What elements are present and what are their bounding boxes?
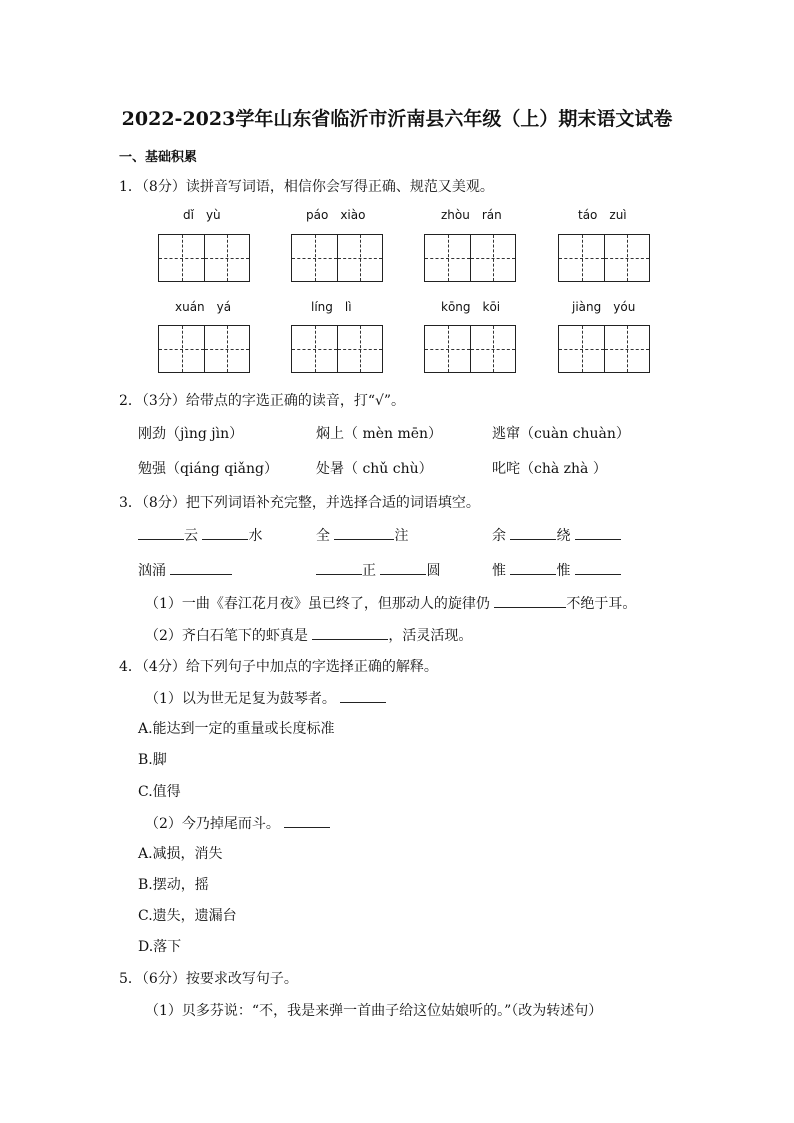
- writing-grid[interactable]: [291, 325, 383, 373]
- idiom-fill: [492, 525, 621, 545]
- idiom-char: 圆: [426, 563, 441, 579]
- sentence-text: 不绝于耳。: [566, 596, 637, 612]
- pronunciation-item[interactable]: 处暑（ chǔ chù）: [316, 461, 433, 477]
- writing-grid[interactable]: [558, 234, 650, 282]
- idiom-char: 云: [184, 528, 198, 544]
- choice-option[interactable]: C.值得: [138, 784, 181, 800]
- answer-blank[interactable]: [284, 813, 330, 828]
- pronunciation-item[interactable]: 叱咤（chà zhà ）: [492, 461, 607, 477]
- idiom-char: 汹涌: [138, 563, 166, 579]
- sub-question-text: （1）以为世无足复为鼓琴者。: [145, 691, 336, 707]
- question-2-stem: 2．（3分）给带点的字选正确的读音，打“√”。: [119, 393, 406, 409]
- choice-option[interactable]: B.脚: [138, 752, 167, 768]
- section-heading: 一、基础积累: [119, 150, 198, 165]
- writing-grid[interactable]: [158, 325, 250, 373]
- sentence-text: （1）一曲《春江花月夜》虽已终了，但那动人的旋律仍: [145, 596, 490, 612]
- pinyin-label: dǐ yù: [183, 208, 221, 222]
- pinyin-label: xuán yá: [175, 300, 232, 314]
- answer-blank[interactable]: [138, 525, 184, 540]
- idiom-char: 正: [362, 563, 376, 579]
- answer-blank[interactable]: [316, 560, 362, 575]
- idiom-char: 注: [394, 528, 409, 544]
- sub-question: [145, 688, 386, 708]
- page-title: 2022-2023学年山东省临沂市沂南县六年级（上）期末语文试卷: [121, 108, 673, 130]
- answer-blank[interactable]: [380, 560, 426, 575]
- pinyin-label: táo zuì: [578, 208, 627, 222]
- pinyin-label: líng lì: [311, 300, 352, 314]
- pronunciation-item[interactable]: 勉强（qiáng qiǎng）: [138, 461, 278, 477]
- idiom-fill: [138, 560, 232, 580]
- answer-blank[interactable]: [312, 625, 388, 640]
- question-3-stem: 3．（8分）把下列词语补充完整，并选择合适的词语填空。: [119, 495, 480, 511]
- answer-blank[interactable]: [510, 525, 556, 540]
- idiom-fill: [316, 560, 440, 580]
- idiom-char: 绕: [556, 528, 571, 544]
- question-5-stem: 5．（6分）按要求改写句子。: [119, 971, 298, 987]
- idiom-fill: [316, 525, 408, 545]
- pinyin-label: kōng kōi: [441, 300, 501, 314]
- writing-grid[interactable]: [158, 234, 250, 282]
- writing-grid[interactable]: [291, 234, 383, 282]
- writing-grid[interactable]: [424, 234, 516, 282]
- choice-option[interactable]: B.摆动，摇: [138, 877, 209, 893]
- answer-blank[interactable]: [340, 688, 386, 703]
- choice-option[interactable]: C.遗失，遗漏台: [138, 908, 237, 924]
- fill-sentence-2: [145, 625, 472, 645]
- question-1-stem: 1．（8分）读拼音写词语，相信你会写得正确、规范又美观。: [119, 179, 494, 195]
- idiom-fill: [492, 560, 621, 580]
- idiom-char: 全: [316, 528, 330, 544]
- answer-blank[interactable]: [170, 560, 232, 575]
- choice-option[interactable]: D.落下: [138, 939, 182, 955]
- answer-blank[interactable]: [575, 525, 621, 540]
- pronunciation-item[interactable]: 刚劲（jìng jìn）: [138, 426, 244, 442]
- answer-blank[interactable]: [334, 525, 394, 540]
- idiom-char: 惟: [492, 563, 506, 579]
- pinyin-label: zhòu rán: [441, 208, 502, 222]
- writing-grid[interactable]: [424, 325, 516, 373]
- idiom-char: 惟: [556, 563, 571, 579]
- question-4-stem: 4．（4分）给下列句子中加点的字选择正确的解释。: [119, 659, 438, 675]
- pinyin-label: páo xiào: [306, 208, 366, 222]
- pronunciation-item[interactable]: 焖上（ mèn mēn）: [316, 426, 443, 442]
- fill-sentence-1: [145, 593, 636, 613]
- sub-question-text: （2）今乃掉尾而斗。: [145, 816, 280, 832]
- answer-blank[interactable]: [202, 525, 248, 540]
- writing-grid[interactable]: [558, 325, 650, 373]
- idiom-char: 余: [492, 528, 506, 544]
- sentence-text: （2）齐白石笔下的虾真是: [145, 628, 308, 644]
- answer-blank[interactable]: [510, 560, 556, 575]
- choice-option[interactable]: A.减损，消失: [138, 846, 223, 862]
- choice-option[interactable]: A.能达到一定的重量或长度标准: [138, 721, 335, 737]
- sub-question-text: （1）贝多芬说：“不，我是来弹一首曲子给这位姑娘听的。”（改为转述句）: [145, 1003, 603, 1019]
- pinyin-label: jiàng yóu: [572, 300, 636, 314]
- sub-question: [145, 813, 330, 833]
- idiom-fill: [138, 525, 262, 545]
- idiom-char: 水: [248, 528, 263, 544]
- pronunciation-item[interactable]: 逃窜（cuàn chuàn）: [492, 426, 630, 442]
- answer-blank[interactable]: [575, 560, 621, 575]
- sentence-text: ，活灵活现。: [388, 628, 473, 644]
- answer-blank[interactable]: [494, 593, 566, 608]
